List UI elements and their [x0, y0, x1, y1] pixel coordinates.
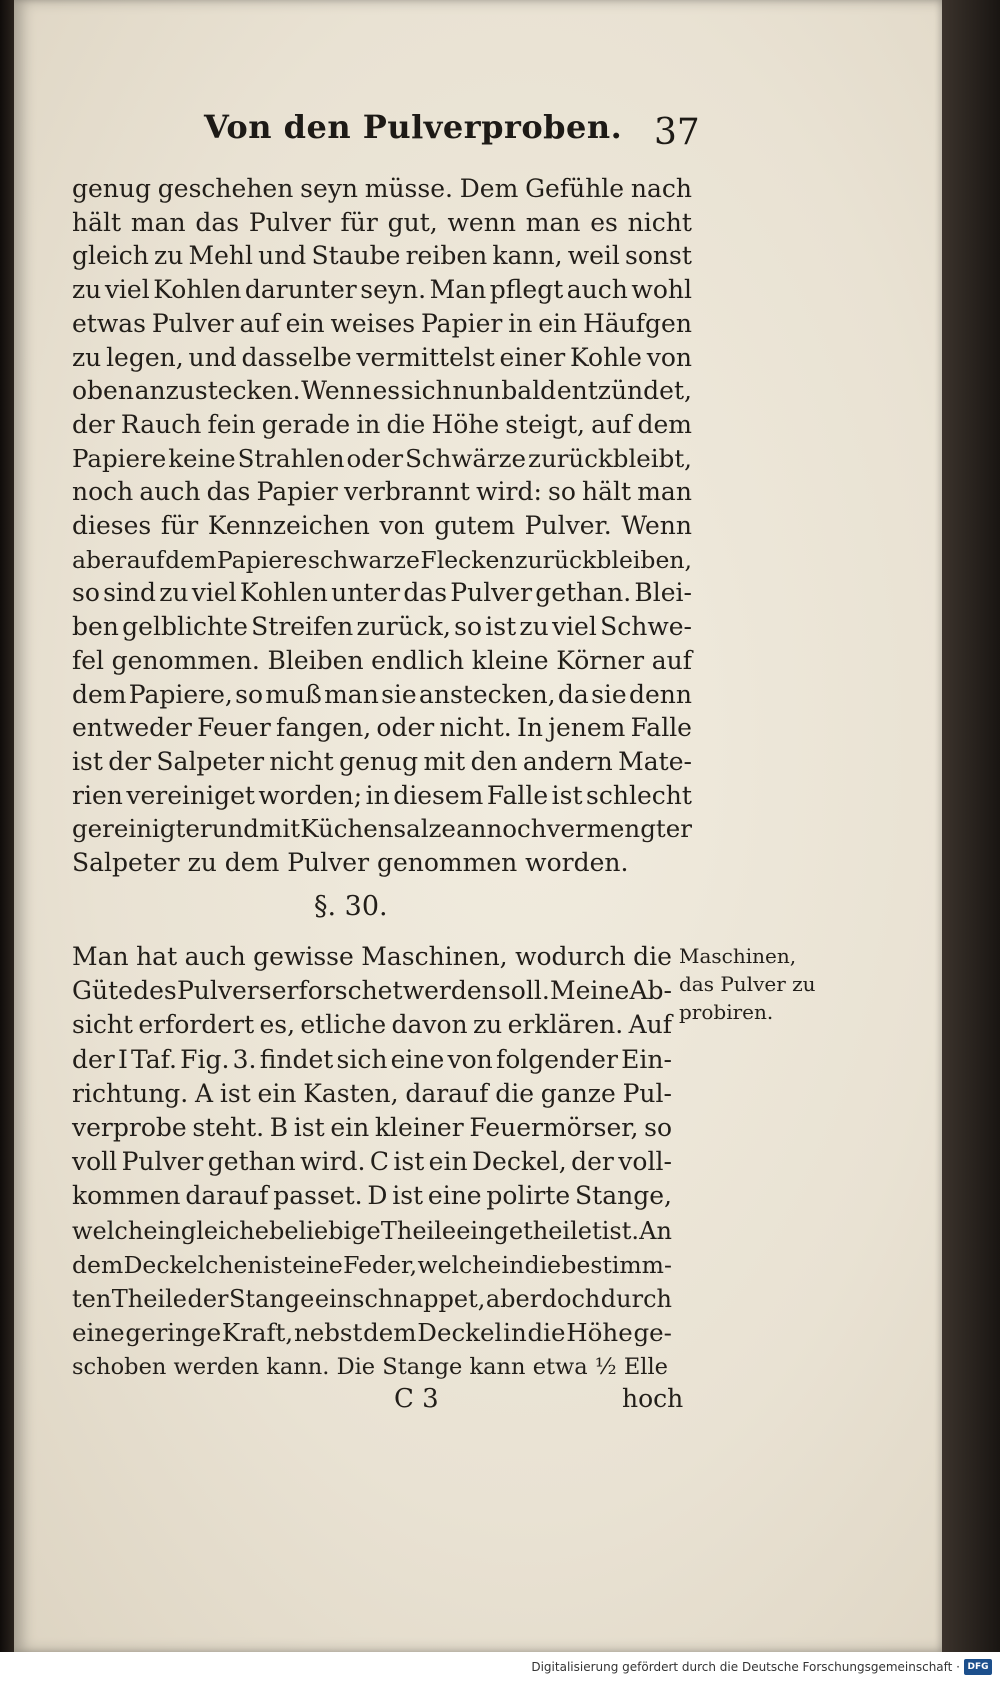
- text-line: eine geringe Kraft, nebst dem Deckel in die Höhe ge-: [72, 1318, 672, 1348]
- text-line: der I Taf. Fig. 3. findet sich eine von folgender Ein-: [72, 1044, 672, 1074]
- digitization-footer: [0, 1652, 1000, 1684]
- text-line: dieses für Kennzeichen von gutem Pulver. Wenn: [72, 511, 692, 540]
- page-edge: [942, 0, 1000, 1652]
- text-line: kommen darauf passet. D ist eine polirte Stange,: [72, 1181, 672, 1211]
- catchword: hoch: [622, 1384, 684, 1413]
- text-line: noch auch das Papier verbrannt wird: so hält man: [72, 477, 692, 507]
- text-line: zu viel Kohlen darunter seyn. Man pflegt auch wohl: [72, 275, 692, 305]
- page-header: [14, 108, 942, 168]
- section-heading: §. 30.: [314, 891, 388, 922]
- text-line: der Rauch fein gerade in die Höhe steigt, auf dem: [72, 409, 692, 439]
- text-line: gereinigter und mit Küchensalze annoch vermengter: [72, 814, 692, 844]
- text-line: ten Theile der Stange einschnappet, aber doch durch: [72, 1285, 672, 1313]
- text-line: etwas Pulver auf ein weises Papier in ein Häufgen: [72, 308, 692, 338]
- text-line: aber auf dem Papiere schwarze Flecken zurückbleiben,: [72, 545, 692, 574]
- running-head: Von den Pulverproben.: [204, 108, 623, 146]
- text-line: richtung. A ist ein Kasten, darauf die ganze Pul-: [72, 1078, 672, 1108]
- text-line: Salpeter zu dem Pulver genommen worden.: [72, 848, 629, 877]
- text-line: genug geschehen seyn müsse. Dem Gefühle nach: [72, 174, 692, 203]
- text-line: ben gelblichte Streifen zurück, so ist zu viel Schwe-: [72, 612, 692, 642]
- text-line: Güte des Pulvers erforschet werden soll. Meine Ab-: [72, 976, 672, 1006]
- text-line: dem Deckelchen ist eine Feder, welche in die bestimm-: [72, 1250, 672, 1279]
- text-line: so sind zu viel Kohlen unter das Pulver gethan. Blei-: [72, 578, 692, 608]
- marginal-note-line: Maschinen,: [679, 944, 797, 968]
- text-line: sicht erfordert es, etliche davon zu erklären. Auf: [72, 1010, 672, 1040]
- text-line: schoben werden kann. Die Stange kann etwa ½ Elle: [72, 1354, 668, 1381]
- marginal-note-line: probiren.: [679, 1000, 774, 1024]
- marginal-note: [679, 942, 829, 1026]
- text-line: zu legen, und dasselbe vermittelst einer Kohle von: [72, 342, 692, 372]
- text-line: welche in gleiche beliebige Theile eingetheilet ist. An: [72, 1216, 672, 1245]
- book-page: [14, 0, 942, 1652]
- marginal-note-line: das Pulver zu: [679, 972, 816, 996]
- text-line: hält man das Pulver für gut, wenn man es nicht: [72, 207, 692, 237]
- text-line: fel genommen. Bleiben endlich kleine Körner auf: [72, 645, 692, 675]
- text-line: verprobe steht. B ist ein kleiner Feuermörser, so: [72, 1113, 672, 1142]
- text-line: voll Pulver gethan wird. C ist ein Deckel, der voll-: [72, 1147, 672, 1177]
- text-line: gleich zu Mehl und Staube reiben kann, weil sonst: [72, 241, 692, 271]
- text-line: ist der Salpeter nicht genug mit den andern Mate-: [72, 746, 692, 776]
- text-line: oben anzustecken. Wenn es sich nun bald entzündet,: [72, 376, 692, 406]
- funding-credit: Digitalisierung gefördert durch die Deutsche Forschungsgemeinschaft ·: [531, 1660, 960, 1674]
- text-line: Man hat auch gewisse Maschinen, wodurch die: [72, 942, 672, 971]
- text-line: Papiere keine Strahlen oder Schwärze zurückbleibt,: [72, 443, 692, 473]
- page-number: 37: [654, 112, 700, 153]
- text-line: rien vereiniget worden; in diesem Falle ist schlecht: [72, 780, 692, 810]
- text-line: dem Papiere, so muß man sie anstecken, da sie denn: [72, 679, 692, 709]
- text-line: entweder Feuer fangen, oder nicht. In jenem Falle: [72, 713, 692, 743]
- dfg-logo-icon: DFG: [964, 1659, 992, 1675]
- signature-mark: C 3: [394, 1384, 439, 1414]
- book-spine: [0, 0, 14, 1684]
